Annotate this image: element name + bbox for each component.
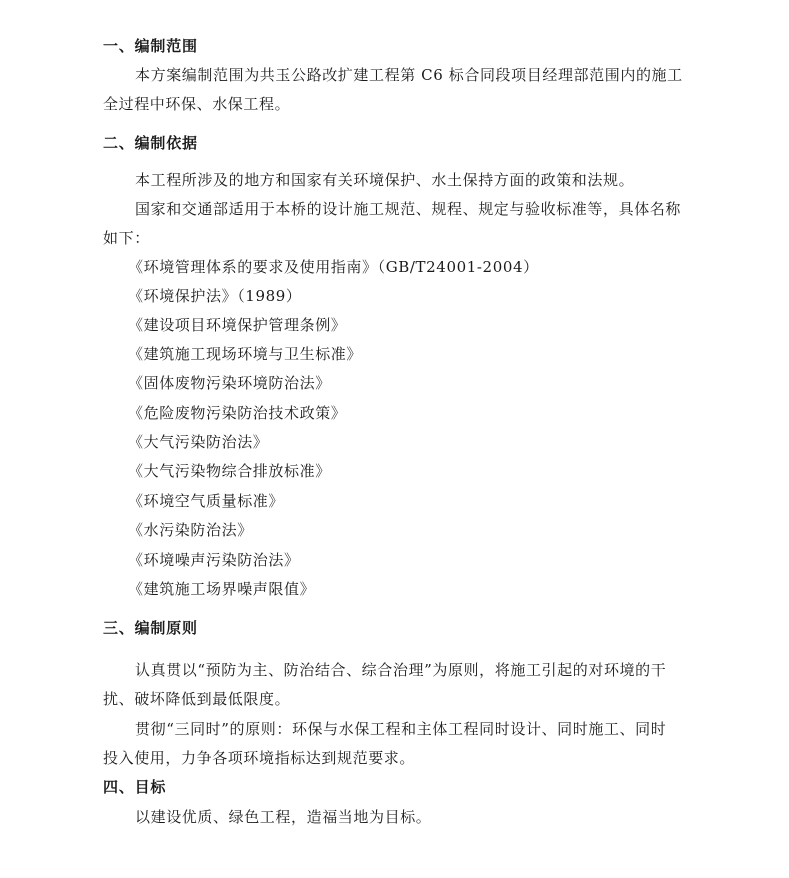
reference-item: 《环境噪声污染防治法》 <box>128 551 300 569</box>
basis-paragraph-1: 本工程所涉及的地方和国家有关环境保护、水土保持方面的政策和法规。 <box>135 171 635 189</box>
reference-item: 《危险废物污染防治技术政策》 <box>128 404 347 422</box>
reference-item: 《大气污染物综合排放标准》 <box>128 462 331 480</box>
basis-paragraph-2-line-1: 国家和交通部适用于本桥的设计施工规范、规程、规定与验收标准等，具体名称 <box>135 200 682 218</box>
principles-paragraph-2-line-2: 投入使用，力争各项环境指标达到规范要求。 <box>103 749 416 767</box>
reference-item: 《环境保护法》（1989） <box>128 287 302 305</box>
reference-item: 《建筑施工场界噪声限值》 <box>128 580 316 598</box>
section-heading-goal: 四、目标 <box>103 778 167 796</box>
reference-item: 《环境管理体系的要求及使用指南》（GB/T24001-2004） <box>128 258 539 276</box>
section-heading-principles: 三、编制原则 <box>103 619 198 637</box>
scope-paragraph-line-1: 本方案编制范围为共玉公路改扩建工程第 C6 标合同段项目经理部范围内的施工 <box>135 66 683 84</box>
section-heading-basis: 二、编制依据 <box>103 134 198 152</box>
basis-paragraph-2-line-2: 如下： <box>103 229 150 247</box>
principles-paragraph-1-line-2: 扰、破坏降低到最低限度。 <box>103 690 291 708</box>
reference-item: 《大气污染防治法》 <box>128 433 269 451</box>
reference-item: 《建筑施工现场环境与卫生标准》 <box>128 345 363 363</box>
goal-paragraph: 以建设优质、绿色工程，造福当地为目标。 <box>135 808 432 826</box>
section-heading-scope: 一、编制范围 <box>103 37 198 55</box>
reference-item: 《环境空气质量标准》 <box>128 492 285 510</box>
reference-item: 《建设项目环境保护管理条例》 <box>128 316 347 334</box>
reference-item: 《水污染防治法》 <box>128 521 253 539</box>
principles-paragraph-2-line-1: 贯彻“三同时”的原则：环保与水保工程和主体工程同时设计、同时施工、同时 <box>135 720 667 738</box>
reference-item: 《固体废物污染环境防治法》 <box>128 374 331 392</box>
scope-paragraph-line-2: 全过程中环保、水保工程。 <box>103 95 291 113</box>
principles-paragraph-1-line-1: 认真贯以“预防为主、防治结合、综合治理”为原则，将施工引起的对环境的干 <box>135 661 667 679</box>
